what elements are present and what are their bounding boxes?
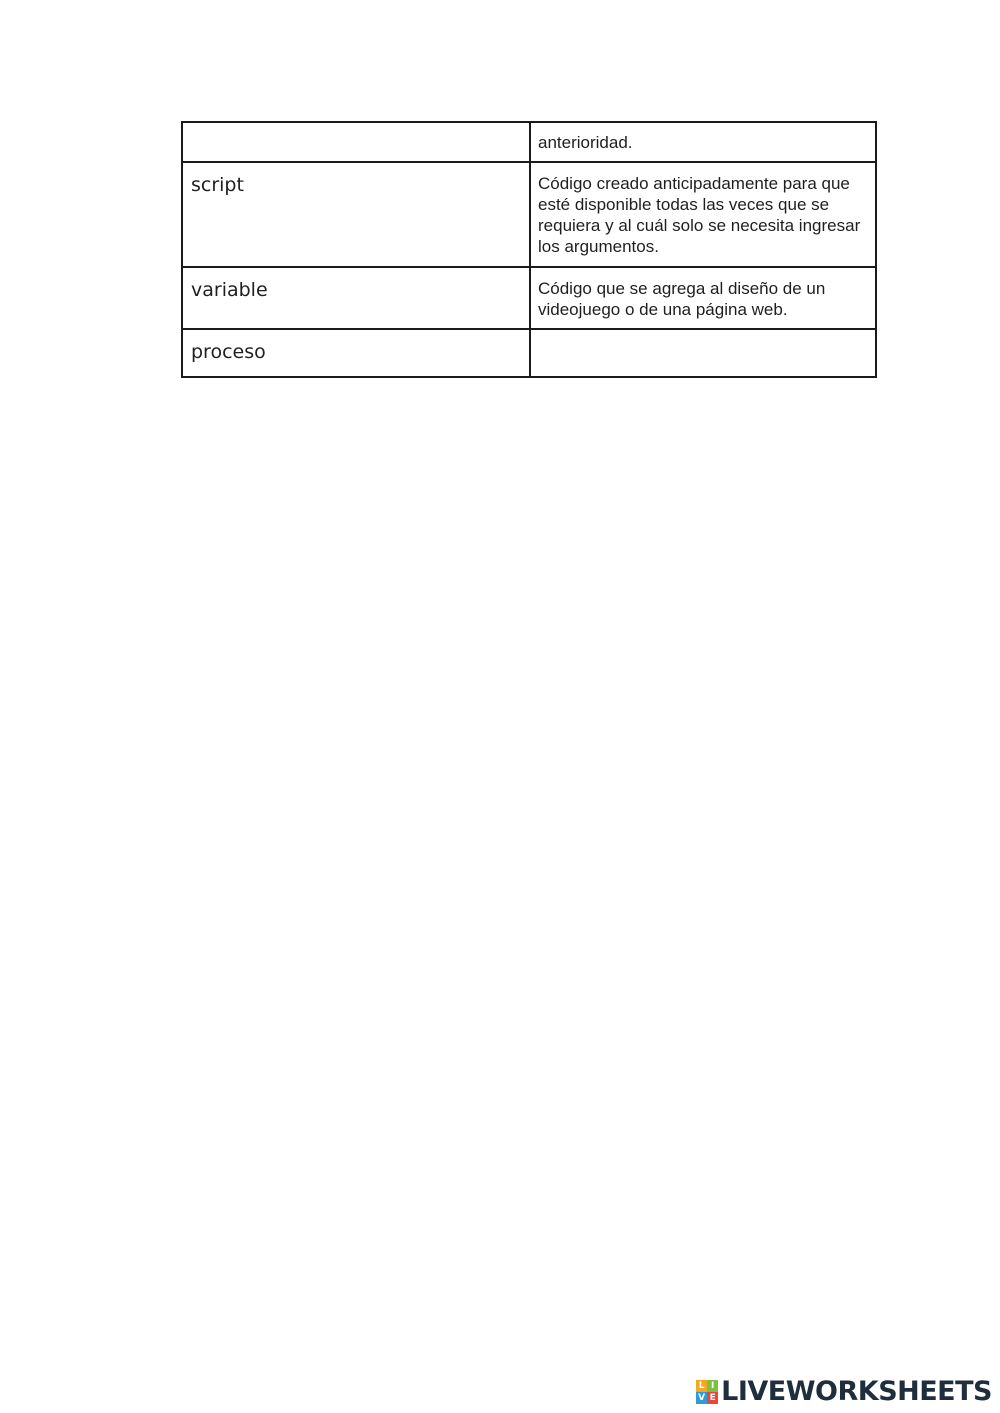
term-text: script [191,174,244,196]
definition-text: anterioridad. [538,133,633,152]
brand-wordmark: LIVEWORKSHEETS [721,1376,992,1407]
table-row [182,162,876,267]
term-text [183,123,529,133]
logo-letter-l: L [696,1380,707,1392]
vocabulary-table [181,121,877,378]
definition-cell [530,162,876,267]
table-row [182,122,876,162]
term-text: proceso [191,341,266,363]
table-row [182,329,876,377]
liveworksheets-logo-icon [696,1380,718,1404]
liveworksheets-branding [696,1376,992,1408]
definition-text: Código creado anticipadamente para que esté disponible todas las veces que se requiera y al cuál solo se necesita ingresar los argumentos. [538,174,861,256]
definition-text: Código que se agrega al diseño de un videojuego o de una página web. [538,279,826,319]
definition-cell [530,329,876,377]
term-cell [182,329,530,377]
definition-text [531,330,875,348]
table-row [182,267,876,329]
logo-letter-v: V [696,1392,707,1404]
term-text: variable [191,279,268,301]
term-cell [182,122,530,162]
logo-letter-i: I [707,1380,718,1392]
definition-cell [530,267,876,329]
definition-cell [530,122,876,162]
term-cell [182,267,530,329]
logo-letter-e: E [707,1392,718,1404]
term-cell [182,162,530,267]
